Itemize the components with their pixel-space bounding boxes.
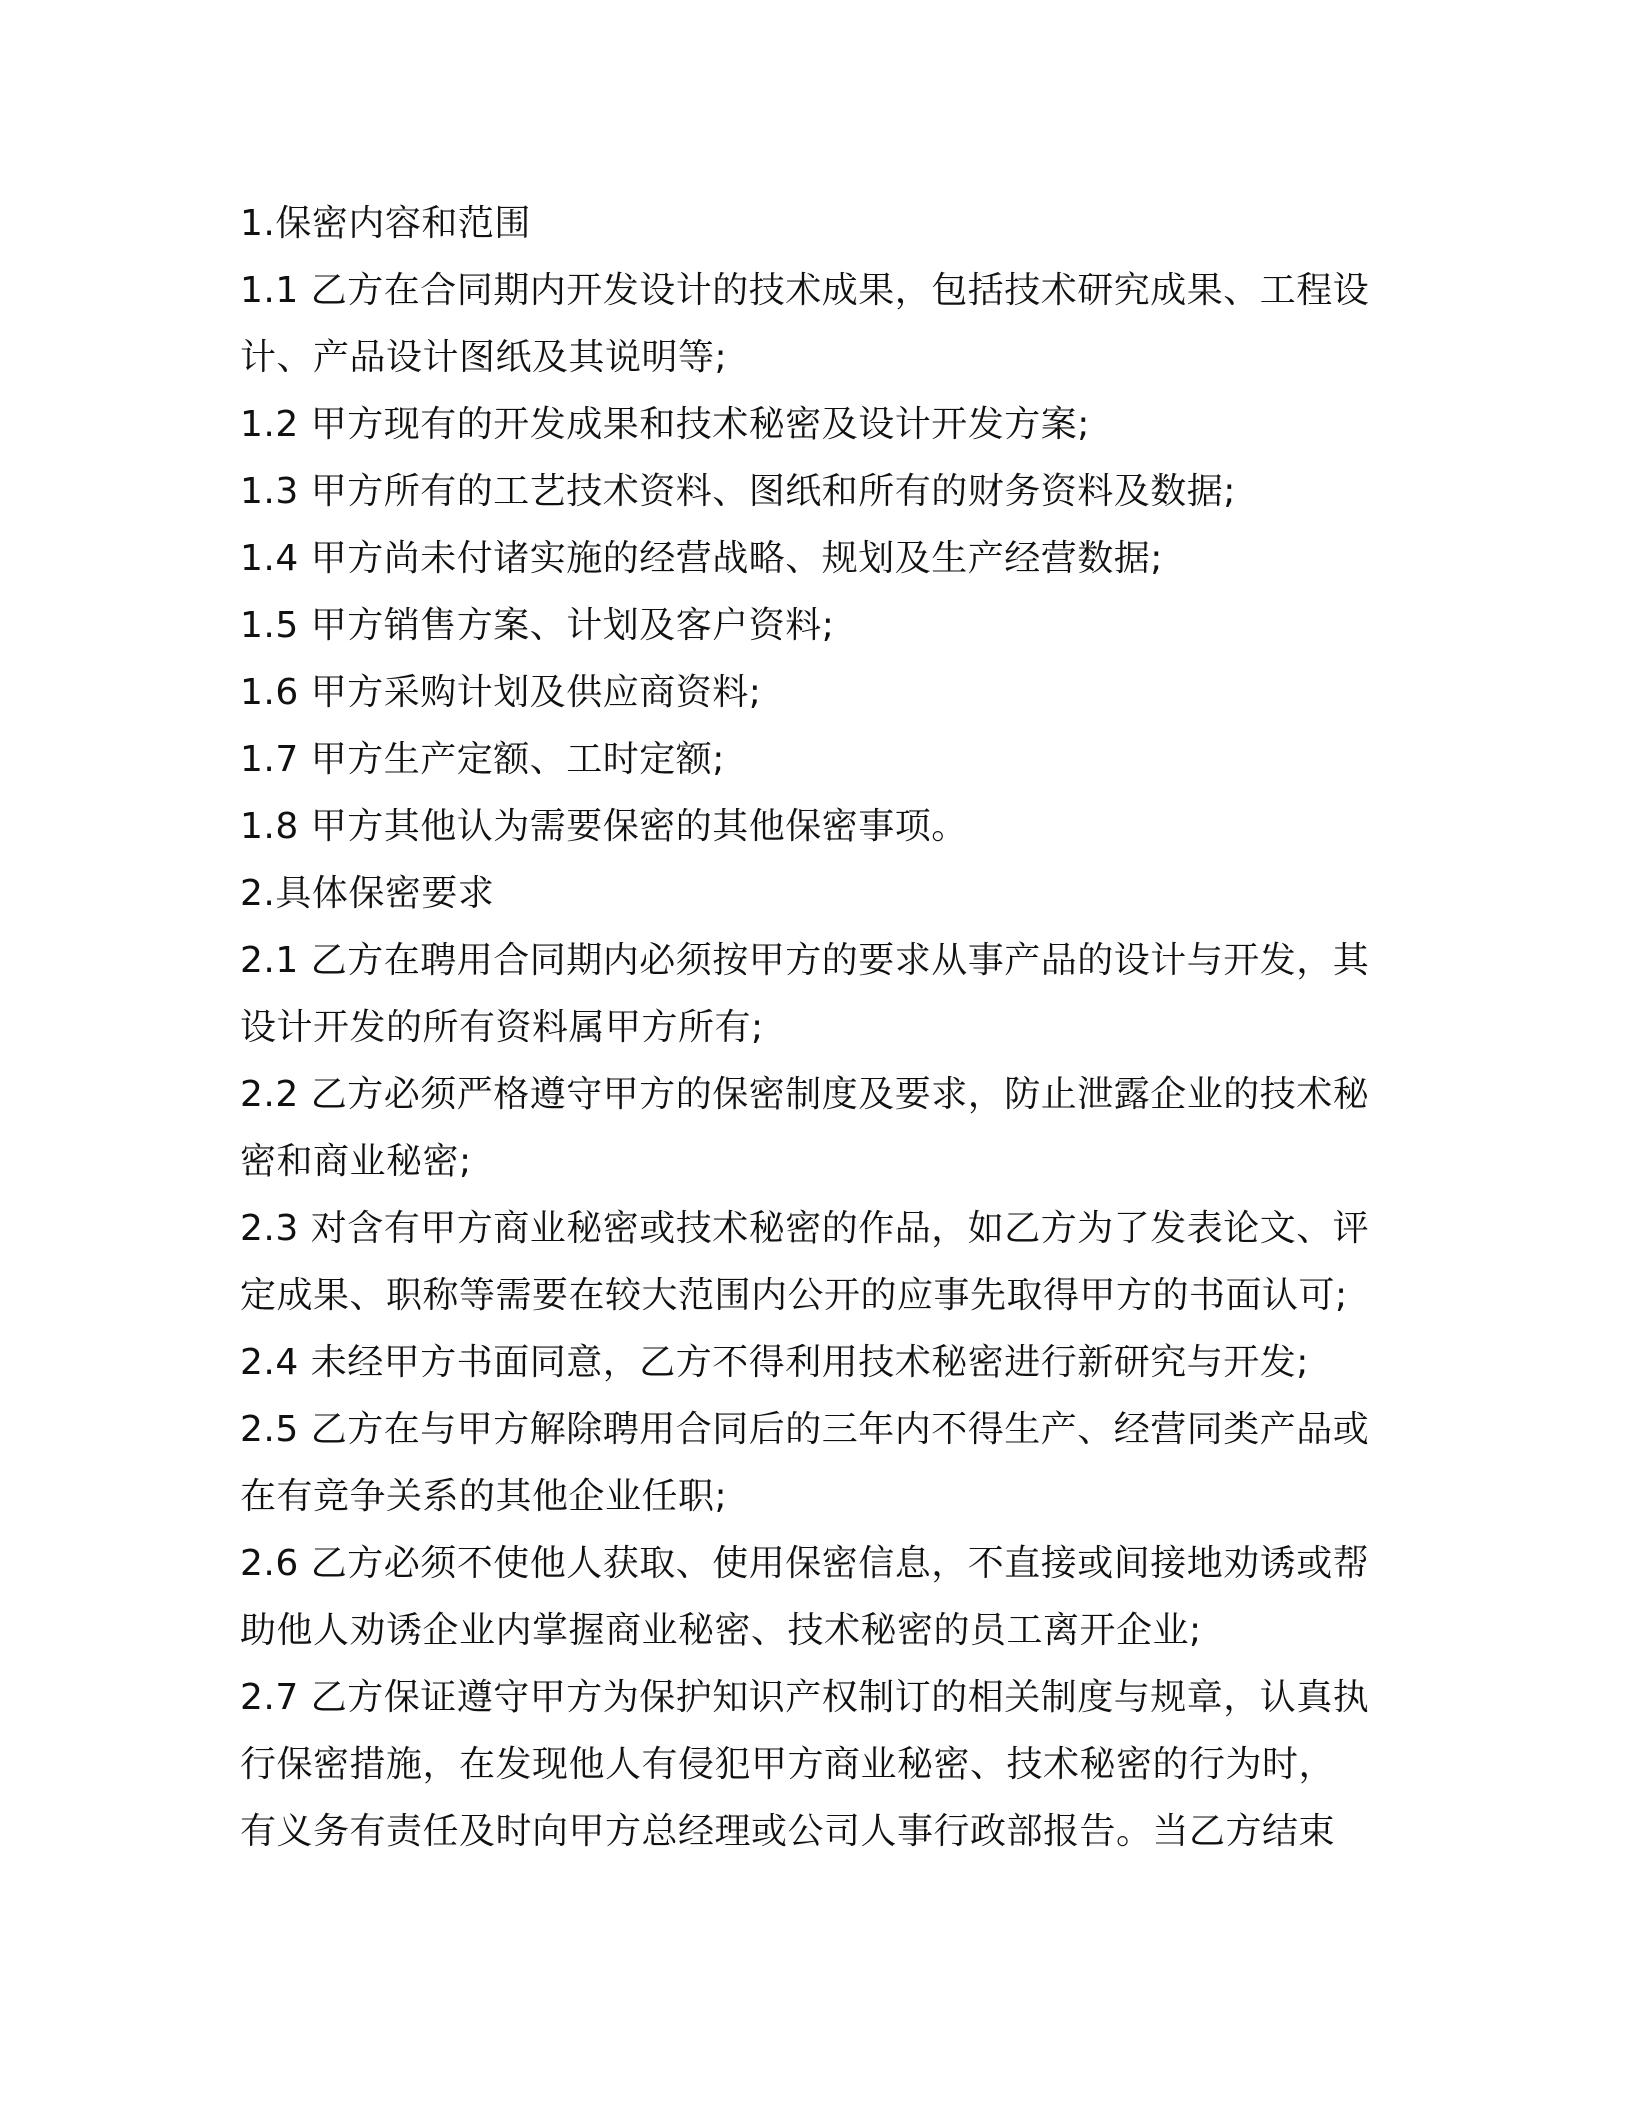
clause-1-1-line-2: 计、产品设计图纸及其说明等; — [240, 337, 728, 378]
clause-1-4: 1.4 甲方尚未付诸实施的经营战略、规划及生产经营数据; — [240, 538, 1163, 579]
clause-2-5-line-1: 2.5 乙方在与甲方解除聘用合同后的三年内不得生产、经营同类产品或 — [240, 1409, 1370, 1450]
section-heading-2: 2.具体保密要求 — [240, 873, 495, 914]
clause-1-7: 1.7 甲方生产定额、工时定额; — [240, 739, 725, 780]
clause-1-8: 1.8 甲方其他认为需要保密的其他保密事项。 — [240, 806, 968, 847]
clause-1-6: 1.6 甲方采购计划及供应商资料; — [240, 672, 762, 713]
clause-2-7-line-2: 行保密措施，在发现他人有侵犯甲方商业秘密、技术秘密的行为时， — [240, 1744, 1336, 1785]
clause-2-1-line-1: 2.1 乙方在聘用合同期内必须按甲方的要求从事产品的设计与开发，其 — [240, 940, 1370, 981]
clause-2-7-line-3: 有义务有责任及时向甲方总经理或公司人事行政部报告。当乙方结束 — [240, 1811, 1336, 1852]
clause-2-6-line-1: 2.6 乙方必须不使他人获取、使用保密信息，不直接或间接地劝诱或帮 — [240, 1543, 1370, 1584]
document-body — [240, 190, 1410, 1865]
clause-1-1-line-1: 1.1 乙方在合同期内开发设计的技术成果，包括技术研究成果、工程设 — [240, 270, 1370, 311]
clause-1-3: 1.3 甲方所有的工艺技术资料、图纸和所有的财务资料及数据; — [240, 471, 1236, 512]
clause-2-7-line-1: 2.7 乙方保证遵守甲方为保护知识产权制订的相关制度与规章，认真执 — [240, 1677, 1370, 1718]
clause-2-2-line-2: 密和商业秘密; — [240, 1141, 472, 1182]
clause-2-3-line-2: 定成果、职称等需要在较大范围内公开的应事先取得甲方的书面认可; — [240, 1275, 1348, 1316]
clause-1-2: 1.2 甲方现有的开发成果和技术秘密及设计开发方案; — [240, 404, 1090, 445]
clause-1-5: 1.5 甲方销售方案、计划及客户资料; — [240, 605, 835, 646]
clause-2-5-line-2: 在有竞争关系的其他企业任职; — [240, 1476, 728, 1517]
clause-2-1-line-2: 设计开发的所有资料属甲方所有; — [240, 1007, 764, 1048]
clause-2-6-line-2: 助他人劝诱企业内掌握商业秘密、技术秘密的员工离开企业; — [240, 1610, 1202, 1651]
clause-2-4: 2.4 未经甲方书面同意，乙方不得利用技术秘密进行新研究与开发; — [240, 1342, 1309, 1383]
section-heading-1: 1.保密内容和范围 — [240, 203, 531, 244]
clause-2-2-line-1: 2.2 乙方必须严格遵守甲方的保密制度及要求，防止泄露企业的技术秘 — [240, 1074, 1370, 1115]
clause-2-3-line-1: 2.3 对含有甲方商业秘密或技术秘密的作品，如乙方为了发表论文、评 — [240, 1208, 1370, 1249]
